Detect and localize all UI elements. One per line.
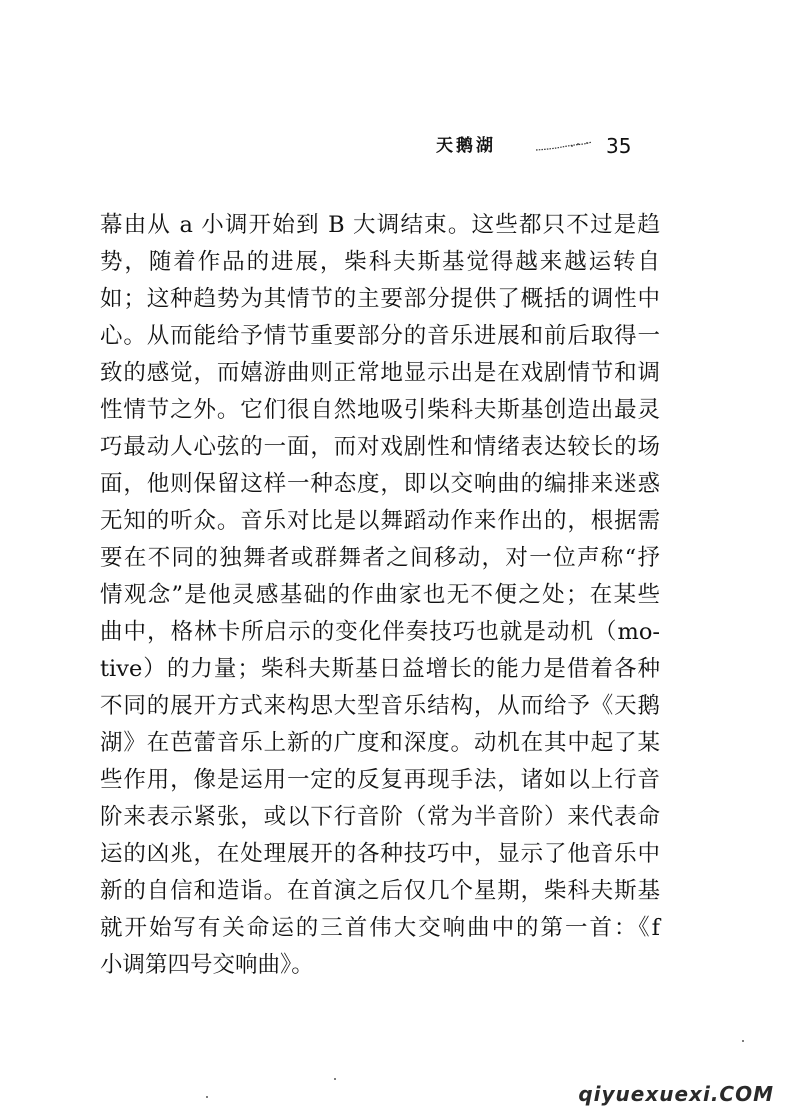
text-line: 就开始写有关命运的三首伟大交响曲中的第一首：《f: [100, 915, 660, 941]
text-line: 性情节之外。它们很自然地吸引柴科夫斯基创造出最灵: [100, 397, 660, 423]
text-line: 要在不同的独舞者或群舞者之间移动，对一位声称“抒: [100, 545, 660, 571]
text-line: 些作用，像是运用一定的反复再现手法，诸如以上行音: [100, 767, 660, 793]
text-line: 运的凶兆，在处理展开的各种技巧中，显示了他音乐中: [100, 841, 660, 867]
text-line: 如；这种趋势为其情节的主要部分提供了概括的调性中: [100, 286, 660, 312]
running-header: [436, 136, 736, 164]
text-line: 面，他则保留这样一种态度，即以交响曲的编排来迷惑: [100, 471, 660, 497]
text-line: 幕由从 a 小调开始到 B 大调结束。这些都只不过是趋: [100, 212, 660, 238]
text-line: 湖》在芭蕾音乐上新的广度和深度。动机在其中起了某: [100, 730, 660, 756]
header-ornament: [532, 138, 612, 154]
scan-speck: [334, 1078, 336, 1080]
text-line: 无知的听众。音乐对比是以舞蹈动作来作出的，根据需: [100, 508, 660, 534]
body-text: [100, 207, 660, 984]
header-title: 天鹅湖: [436, 136, 496, 156]
text-line: 不同的展开方式来构思大型音乐结构，从而给予《天鹅: [100, 693, 660, 719]
page-number: 35: [606, 134, 632, 158]
text-line: 情观念”是他灵感基础的作曲家也无不便之处；在某些: [100, 582, 660, 608]
scan-speck: [742, 1040, 744, 1042]
scan-speck: [206, 1096, 208, 1098]
text-line: 势，随着作品的进展，柴科夫斯基觉得越来越运转自: [100, 249, 660, 275]
text-line: tive）的力量；柴科夫斯基日益增长的能力是借着各种: [100, 656, 660, 682]
text-line: 小调第四号交响曲》。: [100, 952, 314, 978]
text-line: 致的感觉，而嬉游曲则正常地显示出是在戏剧情节和调: [100, 360, 660, 386]
text-line: 曲中，格林卡所启示的变化伴奏技巧也就是动机（mo-: [100, 619, 660, 645]
text-line: 心。从而能给予情节重要部分的音乐进展和前后取得一: [100, 323, 660, 349]
watermark: qiyuexuexi.COM: [578, 1082, 774, 1106]
text-line: 新的自信和造诣。在首演之后仅几个星期，柴科夫斯基: [100, 878, 660, 904]
text-line: 阶来表示紧张，或以下行音阶（常为半音阶）来代表命: [100, 804, 660, 830]
text-line: 巧最动人心弦的一面，而对戏剧性和情绪表达较长的场: [100, 434, 660, 460]
